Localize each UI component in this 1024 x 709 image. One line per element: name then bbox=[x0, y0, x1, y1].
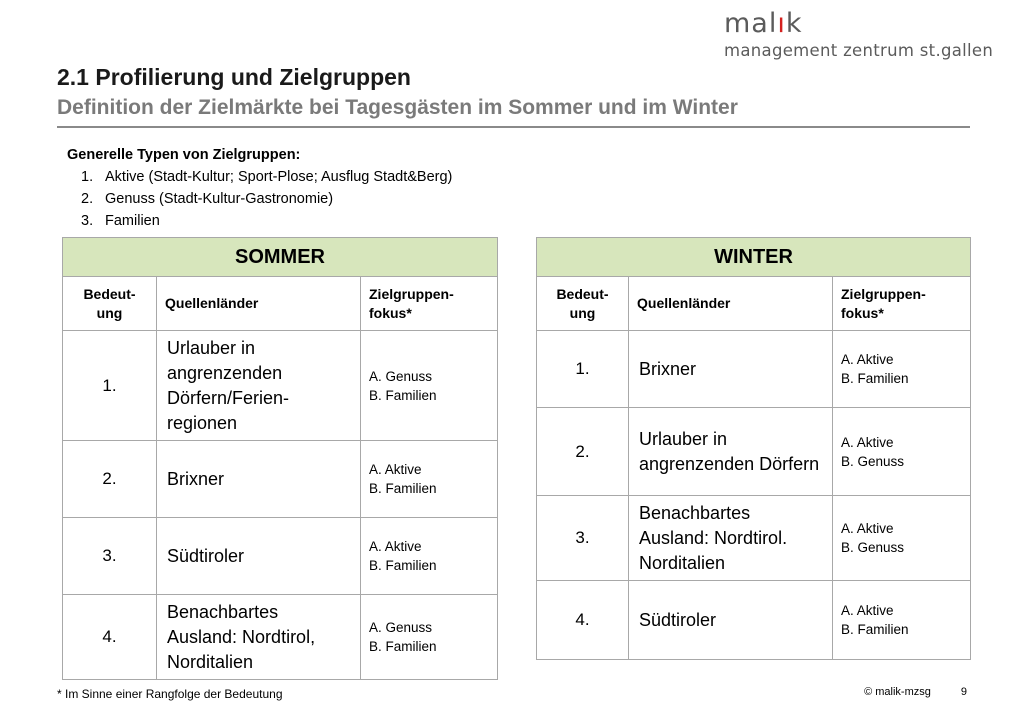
table-row bbox=[537, 581, 971, 660]
col-header-rank: Bedeut-ung bbox=[63, 277, 157, 331]
logo-subtitle: management zentrum st.gallen bbox=[724, 41, 994, 60]
target-group-list bbox=[67, 166, 452, 232]
rank-cell: 1. bbox=[537, 331, 629, 408]
table-row bbox=[537, 496, 971, 581]
focus-cell: A. Aktive B. Familien bbox=[361, 441, 498, 518]
list-item: 3. Familien bbox=[81, 213, 160, 229]
source-cell: Urlauber in angrenzenden Dörfern/Ferien-regionen bbox=[157, 331, 361, 441]
col-header-focus: Zielgruppen-fokus* bbox=[361, 277, 498, 331]
list-item: 1. Aktive (Stadt-Kultur; Sport-Plose; Ausflug Stadt&Berg) bbox=[81, 169, 453, 185]
source-cell: Brixner bbox=[629, 331, 833, 408]
source-cell: Urlauber in angrenzenden Dörfern bbox=[629, 408, 833, 496]
focus-cell: A. Genuss B. Familien bbox=[361, 595, 498, 680]
col-header-rank: Bedeut-ung bbox=[537, 277, 629, 331]
source-cell: Südtiroler bbox=[157, 518, 361, 595]
title-divider bbox=[57, 126, 970, 128]
table-row bbox=[63, 518, 498, 595]
rank-cell: 4. bbox=[537, 581, 629, 660]
col-header-source: Quellenländer bbox=[157, 277, 361, 331]
table-row bbox=[63, 441, 498, 518]
page-title: 2.1 Profilierung und Zielgruppen bbox=[57, 64, 411, 90]
target-group-types bbox=[67, 144, 452, 232]
focus-cell: A. Aktive B. Genuss bbox=[833, 496, 971, 581]
focus-cell: A. Aktive B. Familien bbox=[833, 331, 971, 408]
focus-cell: A. Aktive B. Familien bbox=[833, 581, 971, 660]
summer-table-title: SOMMER bbox=[63, 238, 498, 277]
list-item: 2. Genuss (Stadt-Kultur-Gastronomie) bbox=[81, 191, 334, 207]
intro-heading: Generelle Typen von Zielgruppen: bbox=[67, 147, 301, 163]
source-cell: Brixner bbox=[157, 441, 361, 518]
logo-wordmark: malık bbox=[724, 8, 803, 39]
focus-cell: A. Aktive B. Familien bbox=[361, 518, 498, 595]
source-cell: Südtiroler bbox=[629, 581, 833, 660]
source-cell: Benachbartes Ausland: Nordtirol. Norditalien bbox=[629, 496, 833, 581]
page-subtitle: Definition der Zielmärkte bei Tagesgästen im Sommer und im Winter bbox=[57, 96, 738, 119]
table-row bbox=[537, 408, 971, 496]
col-header-focus: Zielgruppen-fokus* bbox=[833, 277, 971, 331]
rank-cell: 1. bbox=[63, 331, 157, 441]
page-number: 9 bbox=[960, 686, 967, 698]
rank-cell: 2. bbox=[537, 408, 629, 496]
winter-table-title: WINTER bbox=[537, 238, 971, 277]
copyright: © malik-mzsg 9 bbox=[864, 686, 967, 698]
rank-cell: 3. bbox=[537, 496, 629, 581]
focus-cell: A. Aktive B. Genuss bbox=[833, 408, 971, 496]
footnote: * Im Sinne einer Rangfolge der Bedeutung bbox=[57, 687, 283, 701]
rank-cell: 2. bbox=[63, 441, 157, 518]
summer-table bbox=[62, 237, 498, 680]
table-row bbox=[63, 595, 498, 680]
winter-table bbox=[536, 237, 971, 660]
rank-cell: 4. bbox=[63, 595, 157, 680]
malik-logo bbox=[724, 8, 994, 64]
table-row bbox=[63, 331, 498, 441]
col-header-source: Quellenländer bbox=[629, 277, 833, 331]
rank-cell: 3. bbox=[63, 518, 157, 595]
focus-cell: A. Genuss B. Familien bbox=[361, 331, 498, 441]
source-cell: Benachbartes Ausland: Nordtirol, Norditalien bbox=[157, 595, 361, 680]
table-row bbox=[537, 331, 971, 408]
